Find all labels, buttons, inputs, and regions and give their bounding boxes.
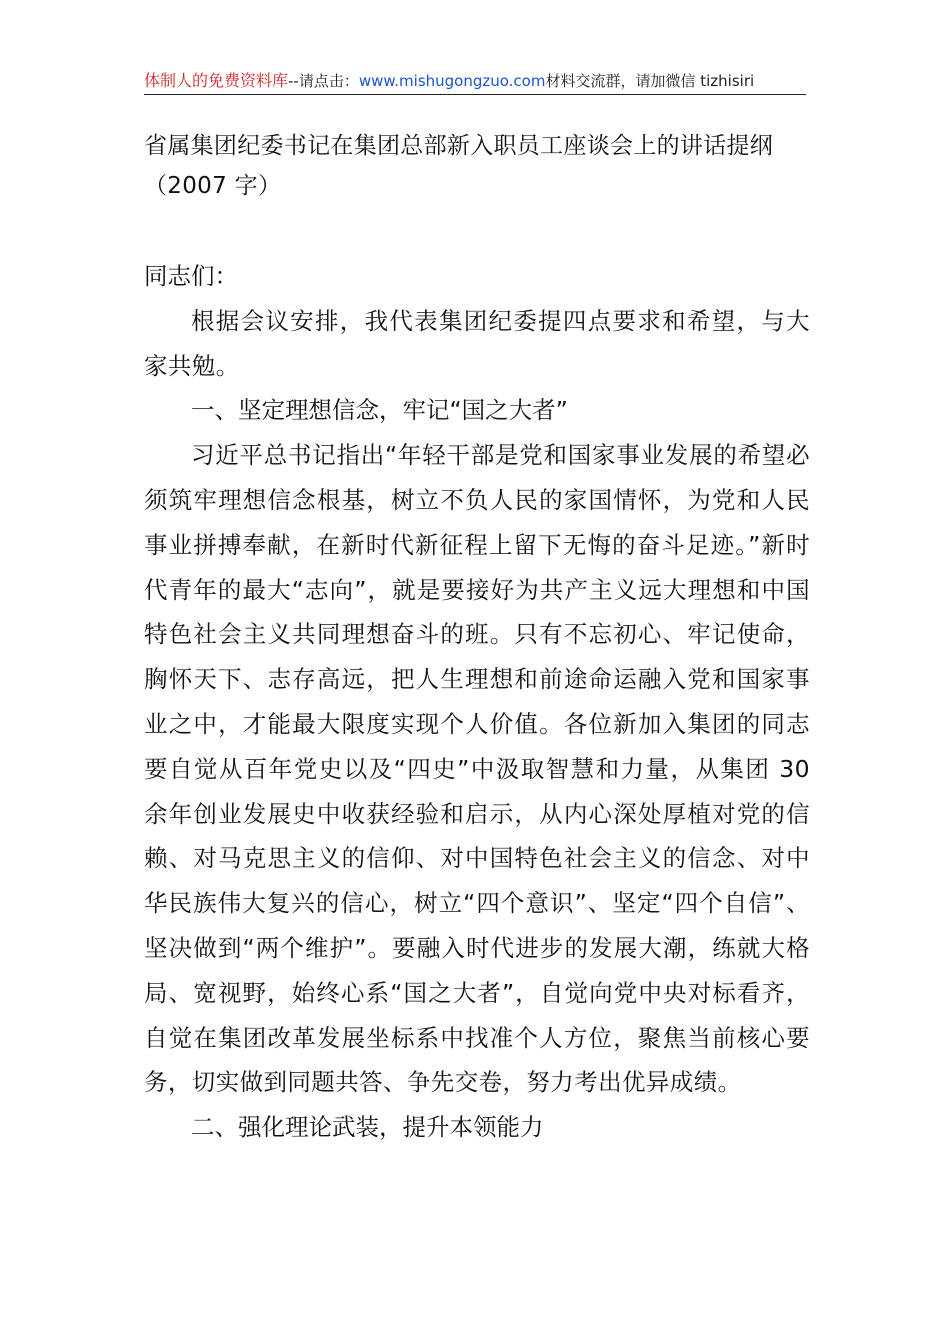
section-1-paragraph: 习近平总书记指出“年轻干部是党和国家事业发展的希望必须筑牢理想信念根基，树立不负人民的家国情怀，为党和人民事业拼搏奉献，在新时代新征程上留下无悔的奋斗足迹。”新时代青年的最大“志向”，就是要接好为共产主义远大理想和中国特色社会主义共同理想奋斗的班。只有不忘初心、牢记使命，胸怀天下、志存高远，把人生理想和前途命运融入党和国家事业之中，才能最大限度实现个人价值。各位新加入集团的同志要自觉从百年党史以及“四史”中汲取智慧和力量，从集团 30 余年创业发展史中收获经验和启示，从内心深处厚植对党的信赖、对马克思主义的信仰、对中国特色社会主义的信念、对中华民族伟大复兴的信心，树立“四个意识”、坚定“四个自信”、坚决做到“两个维护”。要融入时代进步的发展大潮，练就大格局、宽视野，始终心系“国之大者”，自觉向党中央对标看齐，自觉在集团改革发展坐标系中找准个人方位，聚焦当前核心要务，切实做到同题共答、争先交卷，努力考出优异成绩。 bbox=[144, 441, 810, 1097]
website-link[interactable]: www.mishugongzuo.com bbox=[358, 72, 546, 90]
brand-label: 体制人的免费资料库 bbox=[144, 71, 289, 90]
intro-paragraph: 根据会议安排，我代表集团纪委提四点要求和希望，与大家共勉。 bbox=[144, 306, 810, 380]
section-1-heading: 一、坚定理想信念，牢记“国之大者” bbox=[191, 396, 568, 425]
document-body bbox=[144, 254, 810, 1150]
wechat-note: 材料交流群，请加微信 tizhisiri bbox=[545, 72, 755, 90]
section-2-heading: 二、强化理论武装，提升本领能力 bbox=[191, 1113, 544, 1142]
document-title-block bbox=[144, 126, 814, 206]
page-header bbox=[144, 68, 806, 95]
salutation: 同志们： bbox=[144, 262, 238, 290]
word-count: （2007 字） bbox=[144, 173, 282, 199]
document-title: 省属集团纪委书记在集团总部新入职员工座谈会上的讲话提纲 bbox=[144, 133, 774, 159]
click-prompt: --请点击： bbox=[288, 72, 359, 90]
